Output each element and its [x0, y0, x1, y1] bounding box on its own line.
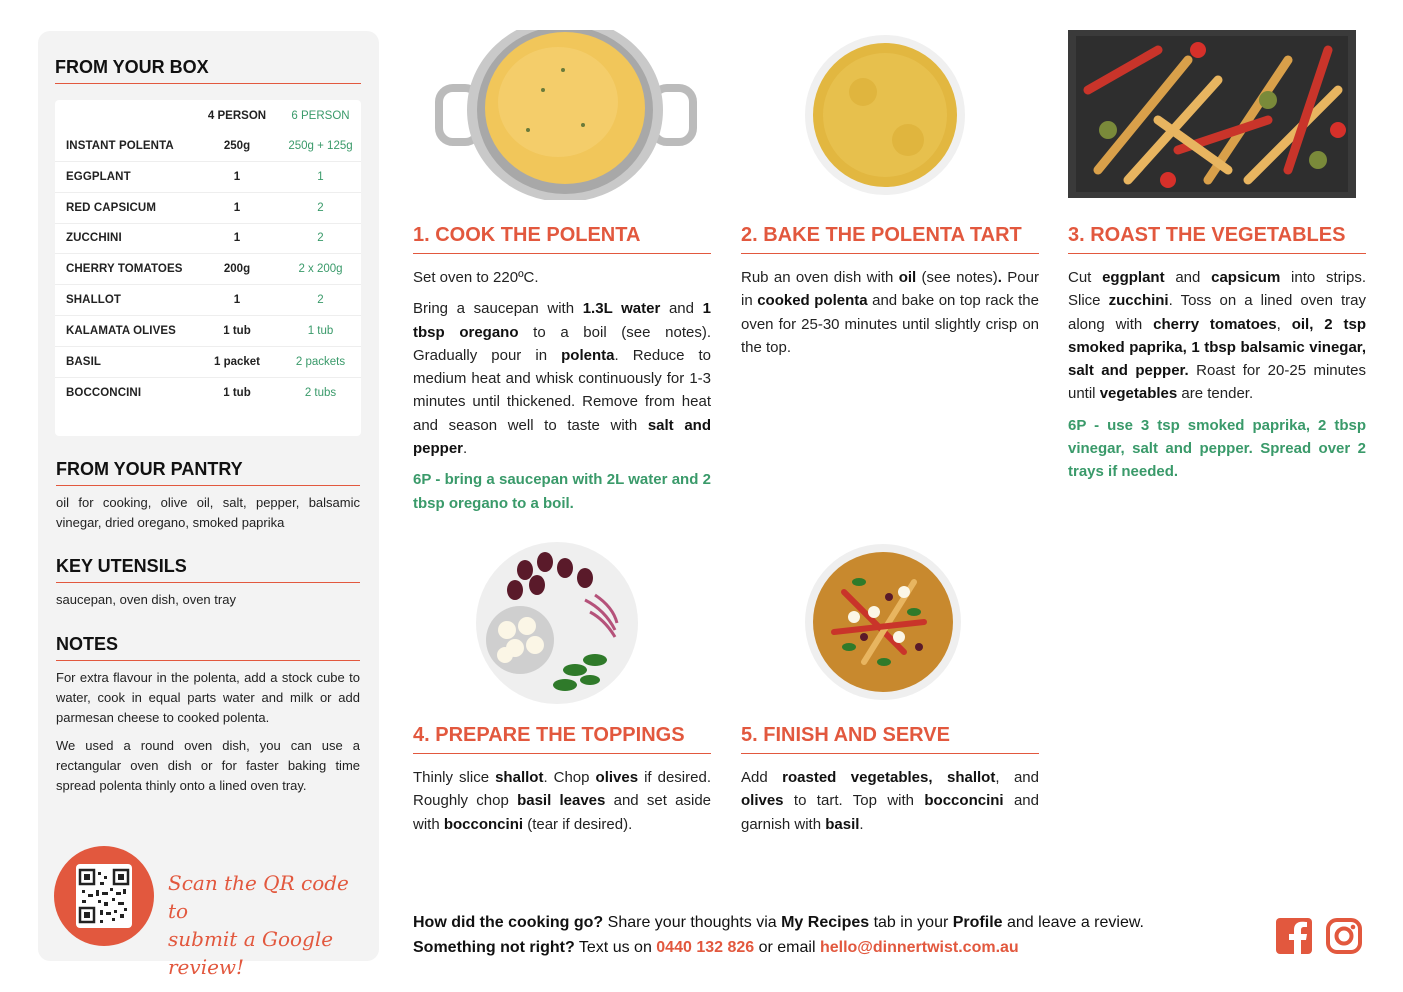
footer-question-2: Something not right? — [413, 939, 575, 956]
bold-run: olives — [595, 769, 639, 786]
text-run: , — [1276, 315, 1292, 333]
qty-4-person: 1 tub — [223, 324, 251, 337]
text-run: are tender. — [1177, 385, 1254, 403]
column-4-person: 4 PERSON — [207, 109, 267, 122]
bold-run: bocconcini — [924, 792, 1004, 810]
pantry-text: oil for cooking, olive oil, salt, pepper, balsamic vinegar, dried oregano, smoked paprika — [56, 495, 360, 530]
pantry-title: FROM YOUR PANTRY — [56, 459, 243, 479]
text-run: Thinly slice — [413, 769, 496, 786]
footer-text-1: Share your thoughts via — [603, 914, 782, 931]
text-run: . — [463, 440, 468, 458]
text-run: Cut — [1068, 269, 1103, 286]
pantry-title-rule — [56, 485, 360, 486]
bold-run: zucchini — [1108, 292, 1169, 310]
sidebar — [38, 31, 379, 979]
ingredient-name: KALAMATA OLIVES — [66, 324, 176, 337]
step-3-image-roast-tray — [1068, 30, 1356, 203]
qty-6-person: 2 packets — [295, 355, 346, 368]
text-run: into strips. Slice — [1068, 269, 1366, 310]
text-run: Add — [741, 769, 783, 786]
bold-run: 1 tbsp oregano — [413, 300, 711, 341]
footer-text-3: and leave a review. — [1002, 914, 1144, 931]
notes-title-rule — [56, 660, 360, 661]
bold-run: basil leaves — [517, 792, 606, 810]
qty-4-person: 1 — [233, 294, 241, 306]
my-recipes-link[interactable]: My Recipes — [781, 914, 870, 931]
ingredient-name: INSTANT POLENTA — [66, 140, 174, 152]
ingredient-name: RED CAPSICUM — [66, 201, 157, 214]
box-title-rule — [55, 83, 361, 84]
bold-run: polenta — [561, 346, 615, 364]
step-2-body — [741, 266, 1039, 367]
note-1: For extra flavour in the polenta, add a stock cube to water, cook in equal parts water and milk or add parmesan cheese to cooked polenta. — [56, 670, 360, 725]
ingredients-table — [55, 100, 361, 436]
text-run: . — [859, 815, 864, 833]
qty-4-person: 1 — [233, 170, 241, 183]
qty-6-person: 1 — [317, 170, 324, 183]
qty-6-person: 2 tubs — [304, 386, 337, 399]
phone-link[interactable]: 0440 132 826 — [656, 939, 755, 956]
text-run: and — [660, 300, 703, 318]
qty-4-person: 200g — [223, 263, 251, 276]
step-4-body — [413, 766, 711, 844]
step-5-body — [741, 766, 1039, 844]
bold-run: capsicum — [1211, 269, 1281, 286]
text-run: if desired. Roughly chop — [413, 769, 711, 810]
step-1-title: 1. COOK THE POLENTA — [413, 224, 711, 254]
step-1-body — [413, 266, 711, 523]
table-row — [55, 131, 361, 162]
step-4-image-toppings — [475, 540, 639, 711]
text-run: (see notes) — [916, 269, 998, 286]
qty-6-person: 2 — [317, 294, 324, 306]
text-run: and garnish with — [741, 792, 1039, 833]
step-3-body — [1068, 266, 1366, 492]
table-row — [55, 347, 361, 378]
bold-run: olives — [741, 792, 784, 810]
table-row — [55, 193, 361, 224]
qr-caption-line-2: submit a Google review! — [168, 927, 334, 979]
qty-6-person: 2 — [317, 232, 324, 245]
bold-run: 1.3L water — [582, 300, 661, 318]
ingredient-name: BOCCONCINI — [66, 386, 142, 399]
text-run: and bake on top rack the oven for 25-30 minutes until slightly crisp on the top. — [741, 292, 1039, 356]
qr-code-icon[interactable] — [76, 864, 132, 928]
bold-run: vegetables — [1099, 385, 1178, 403]
bold-run: cooked polenta — [757, 292, 868, 310]
bold-run: shallot — [495, 769, 544, 786]
text-run: . Chop — [543, 769, 596, 786]
utensils-title: KEY UTENSILS — [56, 556, 187, 576]
step-4-title: 4. PREPARE THE TOPPINGS — [413, 724, 711, 754]
step-3-p1 — [1068, 266, 1366, 406]
text-run: and set aside with — [413, 792, 712, 833]
step-5-title: 5. FINISH AND SERVE — [741, 724, 1039, 754]
bold-run: bocconcini — [443, 815, 524, 833]
step-5-image-finished-tart — [804, 542, 962, 707]
footer-text-2: tab in your — [869, 914, 953, 931]
text-run: , and — [995, 769, 1039, 786]
qty-6-person: 1 tub — [307, 324, 334, 337]
step-2-title: 2. BAKE THE POLENTA TART — [741, 224, 1039, 254]
qr-caption — [168, 869, 368, 981]
text-run: . Toss on a lined oven tray along with — [1068, 292, 1367, 333]
utensils-title-rule — [56, 582, 360, 583]
text-run: (tear if desired). — [523, 815, 633, 833]
qty-6-person: 2 x 200g — [298, 263, 343, 276]
ingredient-name: ZUCCHINI — [66, 232, 122, 245]
qty-4-person: 250g — [223, 140, 251, 152]
instagram-icon[interactable] — [1325, 917, 1363, 955]
text-run: Roast for 20-25 minutes until — [1068, 362, 1366, 403]
qty-4-person: 1 — [233, 232, 241, 245]
table-header — [55, 100, 361, 131]
footer-question-1: How did the cooking go? — [413, 914, 604, 931]
bold-run: roasted vegetables, shallot — [782, 769, 996, 786]
ingredient-name: EGGPLANT — [66, 170, 131, 183]
qty-4-person: 1 packet — [213, 355, 261, 368]
column-6-person: 6 PERSON — [291, 109, 350, 122]
bold-run: basil — [825, 815, 860, 833]
qty-4-person: 1 — [233, 201, 241, 214]
step-1-p1: Set oven to 220ºC. — [413, 269, 539, 286]
bold-run: salt and pepper — [413, 416, 711, 458]
table-row — [55, 285, 361, 316]
utensils-text: saucepan, oven dish, oven tray — [56, 592, 236, 607]
qr-badge[interactable] — [54, 846, 154, 946]
step-2-p1 — [741, 266, 1039, 359]
step-1-6p-note: 6P - bring a saucepan with 2L water and 2 tbsp oregano to a boil. — [413, 471, 711, 512]
text-run: Bring a saucepan with — [413, 300, 583, 318]
table-row — [55, 223, 361, 254]
feedback-footer — [413, 910, 1233, 960]
table-row — [55, 162, 361, 193]
text-run: to tart. Top with — [783, 792, 925, 810]
step-1-p2 — [413, 297, 711, 460]
email-link[interactable]: hello@dinnertwist.com.au — [819, 939, 1019, 956]
ingredient-name: SHALLOT — [66, 294, 121, 306]
footer-line-2 — [413, 935, 1233, 960]
ingredient-name: BASIL — [66, 355, 101, 368]
table-row — [55, 377, 361, 408]
text-run: . Reduce to medium heat and whisk continuously for 1-3 minutes until thickened. Remove from heat and season well to taste with — [413, 346, 711, 434]
footer-line-1 — [413, 910, 1233, 935]
text-run: Pour in — [741, 269, 1039, 310]
bold-run: . — [997, 269, 1002, 286]
bold-run: oil, 2 tsp smoked paprika, 1 tbsp balsamic vinegar, salt and pepper. — [1068, 315, 1367, 380]
bold-run: eggplant — [1102, 269, 1165, 286]
bold-run: oil — [898, 269, 917, 286]
step-3-6p-note: 6P - use 3 tsp smoked paprika, 2 tbsp vinegar, salt and pepper. Spread over 2 trays if needed. — [1068, 416, 1366, 481]
profile-link[interactable]: Profile — [952, 914, 1003, 931]
facebook-icon[interactable] — [1275, 917, 1313, 955]
box-title: FROM YOUR BOX — [55, 57, 209, 77]
bold-run: cherry tomatoes — [1153, 315, 1277, 333]
footer-text-4: Text us on — [574, 939, 657, 956]
step-3-title: 3. ROAST THE VEGETABLES — [1068, 224, 1366, 254]
qty-6-person: 250g + 125g — [288, 140, 353, 152]
qty-6-person: 2 — [317, 201, 324, 214]
step-1-image-saucepan — [433, 30, 698, 205]
text-run: Rub an oven dish with — [741, 269, 899, 286]
step-2-image-polenta-tart — [803, 32, 968, 203]
footer-text-5: or email — [754, 939, 820, 956]
table-row — [55, 254, 361, 285]
table-row — [55, 316, 361, 347]
step-4-p1 — [413, 766, 711, 836]
note-2: We used a round oven dish, you can use a rectangular oven dish or for faster baking time spread polenta thinly onto a lined oven tray. — [56, 738, 360, 793]
ingredient-name: CHERRY TOMATOES — [66, 263, 183, 276]
qr-caption-line-1: Scan the QR code to — [168, 871, 349, 923]
text-run: to a boil (see notes). Gradually pour in — [413, 323, 711, 364]
notes-title: NOTES — [56, 634, 119, 654]
text-run: and — [1164, 269, 1212, 286]
step-5-p1 — [741, 766, 1039, 836]
qty-4-person: 1 tub — [223, 386, 251, 399]
